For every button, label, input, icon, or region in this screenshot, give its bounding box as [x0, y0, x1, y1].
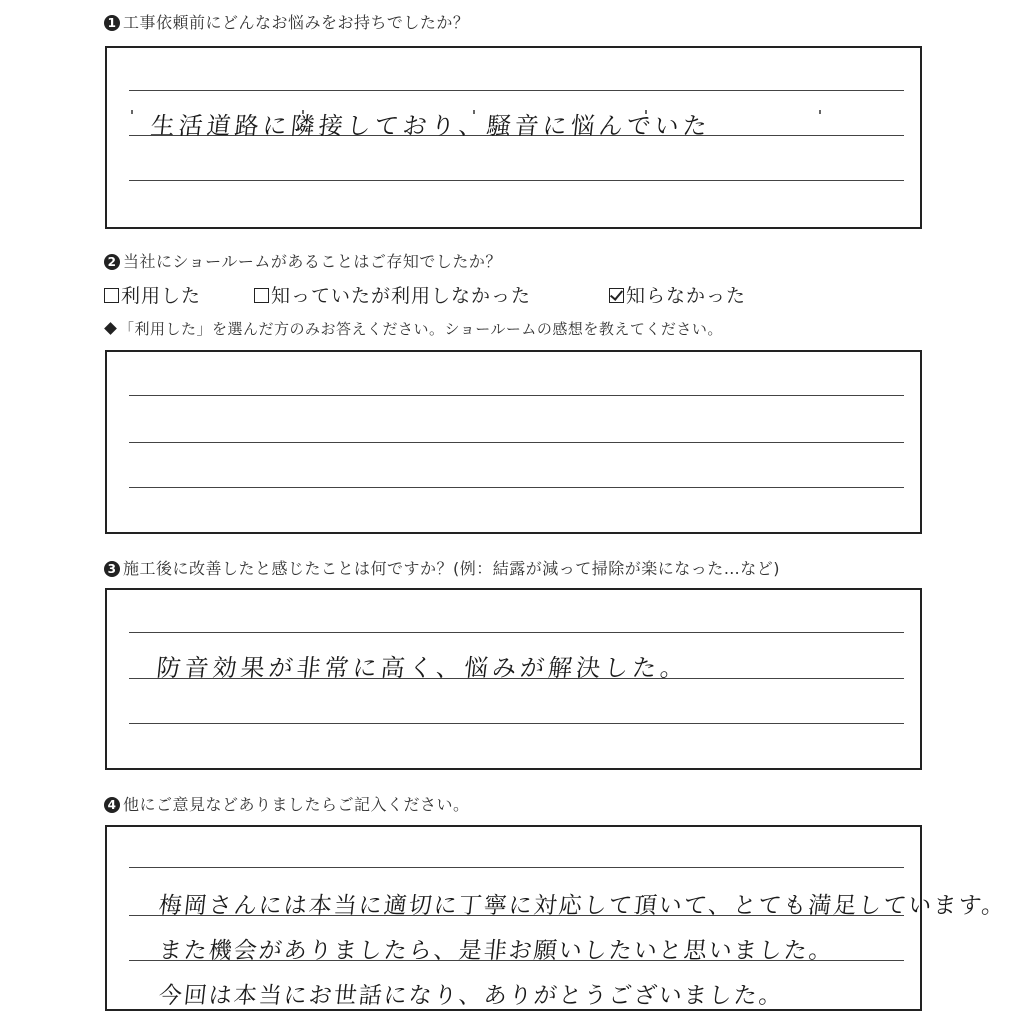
checkbox-knew-not-used[interactable] [254, 288, 269, 303]
ruled-line [129, 90, 904, 91]
guide-tick [131, 110, 133, 114]
option-used[interactable] [104, 281, 201, 308]
handwritten-answer-line: また機会がありましたら、是非お願いしたいと思いました。 [157, 938, 836, 964]
diamond-bullet-icon [104, 322, 117, 335]
question-1-text: 工事依頼前にどんなお悩みをお持ちでしたか？ [123, 13, 470, 32]
option-label: 知っていたが利用しなかった [271, 285, 532, 307]
ruled-line [129, 395, 904, 396]
ruled-line [129, 867, 904, 868]
checkbox-used[interactable] [104, 288, 119, 303]
question-4-text: 他にご意見などありましたらご記入ください。 [123, 795, 470, 814]
guide-tick [819, 110, 821, 114]
ruled-line [129, 632, 904, 633]
ruled-line [129, 487, 904, 488]
answer-box-4[interactable] [105, 825, 1008, 1011]
question-3-text: 施工後に改善したと感じたことは何ですか？(例：結露が減って掃除が楽になった…など) [123, 559, 780, 578]
option-did-not-know[interactable] [609, 281, 746, 308]
question-number-badge: 4 [104, 797, 120, 813]
option-label: 知らなかった [626, 285, 747, 307]
sub-question [104, 318, 723, 339]
ruled-line [129, 723, 904, 724]
handwritten-answer-line: 生活道路に隣接しており、騒音に悩んでいた [149, 112, 713, 140]
question-1 [104, 10, 469, 33]
handwritten-answer-line: 今回は本当にお世話になり、ありがとうございました。 [157, 983, 786, 1009]
question-4 [104, 792, 470, 815]
ruled-line [129, 180, 904, 181]
question-2 [104, 249, 502, 272]
sub-question-text: 「利用した」を選んだ方のみお答えください。ショールームの感想を教えてください。 [119, 320, 723, 338]
question-number-badge: 3 [104, 561, 120, 577]
option-knew-not-used[interactable] [254, 281, 531, 308]
option-label: 利用した [121, 285, 202, 307]
question-3 [104, 556, 780, 579]
ruled-line [129, 442, 904, 443]
question-number-badge: 2 [104, 254, 120, 270]
question-2-text: 当社にショールームがあることはご存知でしたか？ [123, 252, 502, 271]
answer-box-3[interactable] [105, 588, 922, 770]
checkbox-did-not-know[interactable] [609, 288, 624, 303]
handwritten-answer-line: 防音効果が非常に高く、悩みが解決した。 [155, 654, 690, 682]
question-number-badge: 1 [104, 15, 120, 31]
answer-box-1[interactable] [105, 46, 922, 229]
handwritten-answer-line: 梅岡さんには本当に適切に丁寧に対応して頂いて、とても満足しています。 [157, 893, 1008, 919]
answer-box-2[interactable] [105, 350, 922, 534]
